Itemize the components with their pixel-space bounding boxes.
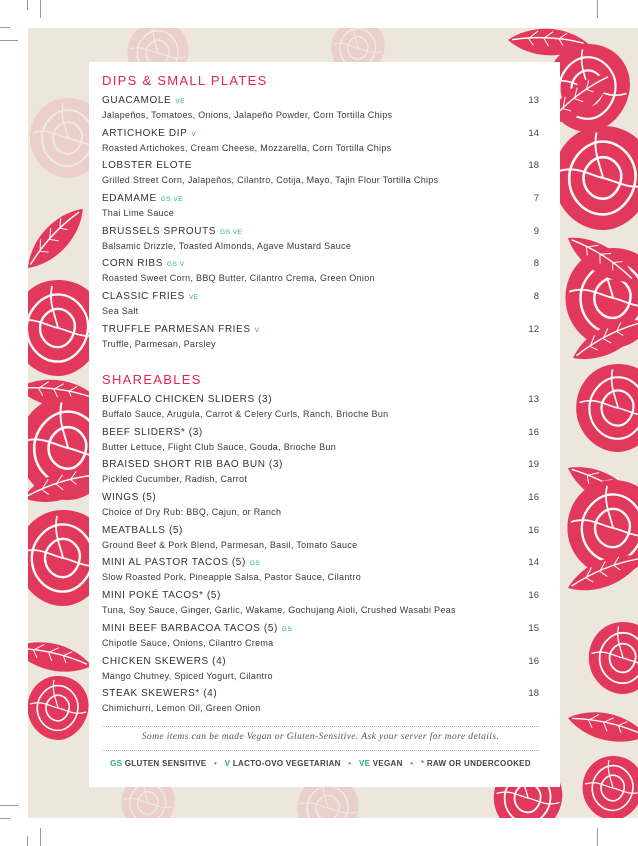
legend-separator: • bbox=[410, 759, 414, 768]
item-description: Grilled Street Corn, Jalapeños, Cilantro, Cotija, Mayo, Tajin Flour Tortilla Chips bbox=[102, 175, 439, 186]
item-name: TRUFFLE PARMESAN FRIES V bbox=[102, 323, 260, 335]
crop-mark bbox=[0, 818, 10, 819]
item-description: Choice of Dry Rub: BBQ, Cajun, or Ranch bbox=[102, 507, 282, 518]
menu-card bbox=[89, 62, 560, 787]
item-name: BRUSSELS SPROUTS GS VE bbox=[102, 225, 243, 237]
crop-mark bbox=[27, 0, 28, 10]
item-price: 12 bbox=[528, 323, 539, 335]
section-title-shareables: SHAREABLES bbox=[102, 372, 202, 387]
menu-item bbox=[102, 656, 539, 689]
item-name: ARTICHOKE DIP V bbox=[102, 127, 197, 139]
menu-item bbox=[102, 525, 539, 558]
crop-mark bbox=[40, 828, 41, 846]
item-name: GUACAMOLE VE bbox=[102, 95, 185, 106]
item-price: 14 bbox=[528, 127, 539, 139]
menu-item bbox=[102, 193, 539, 226]
item-name: WINGS (5) bbox=[102, 492, 157, 504]
item-price: 13 bbox=[528, 394, 539, 405]
legend-raw-code: * bbox=[420, 759, 425, 768]
legend-ve-code: VE bbox=[358, 759, 371, 768]
item-name: CLASSIC FRIES VE bbox=[102, 291, 199, 303]
item-description: Slow Roasted Pork, Pineapple Salsa, Pastor Sauce, Cilantro bbox=[102, 572, 362, 583]
menu-item bbox=[102, 590, 539, 623]
menu-item bbox=[102, 427, 539, 460]
item-description: Balsamic Drizzle, Toasted Almonds, Agave Mustard Sauce bbox=[102, 240, 352, 251]
crop-mark bbox=[0, 805, 18, 806]
crop-mark bbox=[40, 0, 41, 18]
item-description: Ground Beef & Pork Blend, Parmesan, Basil, Tomato Sauce bbox=[102, 539, 358, 550]
menu-item bbox=[102, 95, 539, 128]
item-price: 16 bbox=[528, 590, 539, 602]
diet-tag: GS VE bbox=[160, 196, 184, 204]
legend-gs-code: GS bbox=[110, 759, 123, 768]
item-description: Jalapeños, Tomatoes, Onions, Jalapeño Powder, Corn Tortilla Chips bbox=[102, 110, 393, 120]
legend-separator: • bbox=[214, 759, 218, 768]
diet-tag: VE bbox=[175, 98, 185, 105]
diet-tag: GS V bbox=[166, 261, 185, 269]
item-price: 8 bbox=[533, 291, 539, 303]
legend-gs-label: GLUTEN SENSITIVE bbox=[124, 759, 207, 768]
item-name: BUFFALO CHICKEN SLIDERS (3) bbox=[102, 394, 273, 405]
item-price: 18 bbox=[528, 160, 539, 172]
item-price: 16 bbox=[528, 426, 539, 438]
crop-mark bbox=[597, 828, 598, 846]
divider bbox=[102, 750, 539, 751]
item-description: Roasted Artichokes, Cream Cheese, Mozzarella, Corn Tortilla Chips bbox=[102, 142, 392, 153]
diet-tag: V bbox=[191, 130, 197, 138]
diet-tag: VE bbox=[188, 294, 199, 302]
item-price: 18 bbox=[528, 688, 539, 700]
crop-mark bbox=[27, 836, 28, 846]
menu-item bbox=[102, 557, 539, 590]
dietary-note: Some items can be made Vegan or Gluten-Sensitive. Ask your server for more details. bbox=[141, 732, 500, 742]
divider bbox=[102, 726, 539, 727]
item-description: Roasted Sweet Corn, BBQ Butter, Cilantro Crema, Green Onion bbox=[102, 273, 375, 284]
section-dips-items bbox=[102, 95, 539, 357]
menu-item bbox=[102, 226, 539, 259]
crop-mark bbox=[0, 40, 18, 41]
item-name: MEATBALLS (5) bbox=[102, 524, 183, 536]
item-description: Tuna, Soy Sauce, Ginger, Garlic, Wakame, Gochujang Aioli, Crushed Wasabi Peas bbox=[102, 605, 456, 616]
item-description: Pickled Cucumber, Radish, Carrot bbox=[102, 474, 248, 485]
section-title-dips: DIPS & SMALL PLATES bbox=[102, 73, 268, 88]
item-name: STEAK SKEWERS* (4) bbox=[102, 688, 218, 700]
item-price: 16 bbox=[528, 655, 539, 667]
menu-item bbox=[102, 459, 539, 492]
item-name: MINI BEEF BARBACOA TACOS (5) GS bbox=[102, 622, 293, 634]
menu-item bbox=[102, 492, 539, 525]
item-name: CORN RIBS GS V bbox=[102, 258, 185, 270]
item-name: MINI AL PASTOR TACOS (5) GS bbox=[102, 557, 261, 569]
menu-item bbox=[102, 128, 539, 161]
item-price: 7 bbox=[533, 193, 539, 205]
menu-item bbox=[102, 394, 539, 427]
item-name: BRAISED SHORT RIB BAO BUN (3) bbox=[102, 459, 283, 471]
item-price: 16 bbox=[528, 492, 539, 504]
item-description: Mango Chutney, Spiced Yogurt, Cilantro bbox=[102, 670, 273, 681]
item-description: Truffle, Parmesan, Parsley bbox=[102, 338, 216, 349]
section-shareables-items bbox=[102, 394, 539, 721]
item-price: 16 bbox=[528, 524, 539, 536]
item-description: Chipotle Sauce, Onions, Cilantro Crema bbox=[102, 637, 274, 648]
item-price: 8 bbox=[533, 258, 539, 270]
item-price: 19 bbox=[528, 459, 539, 471]
dietary-legend bbox=[102, 759, 539, 768]
legend-v-code: V bbox=[224, 759, 231, 768]
item-price: 15 bbox=[528, 622, 539, 634]
menu-item bbox=[102, 258, 539, 291]
item-name: LOBSTER ELOTE bbox=[102, 160, 193, 172]
menu-item bbox=[102, 623, 539, 656]
item-name: CHICKEN SKEWERS (4) bbox=[102, 655, 227, 667]
crop-mark bbox=[0, 27, 10, 28]
diet-tag: GS bbox=[249, 560, 261, 568]
crop-mark bbox=[597, 0, 598, 18]
item-price: 13 bbox=[528, 95, 539, 106]
legend-v-label: LACTO-OVO VEGETARIAN bbox=[232, 759, 341, 768]
legend-separator: • bbox=[348, 759, 352, 768]
item-name: BEEF SLIDERS* (3) bbox=[102, 426, 203, 438]
item-description: Sea Salt bbox=[102, 306, 139, 317]
item-price: 14 bbox=[528, 557, 539, 569]
diet-tag: V bbox=[254, 326, 260, 334]
item-description: Thai Lime Sauce bbox=[102, 208, 175, 219]
item-description: Butter Lettuce, Flight Club Sauce, Gouda, Brioche Bun bbox=[102, 441, 337, 452]
menu-item bbox=[102, 291, 539, 324]
item-price: 9 bbox=[533, 225, 539, 237]
menu-item bbox=[102, 688, 539, 721]
legend-raw-label: RAW OR UNDERCOOKED bbox=[426, 759, 531, 768]
item-name: MINI POKÉ TACOS* (5) bbox=[102, 590, 221, 602]
menu-item bbox=[102, 324, 539, 357]
menu-item bbox=[102, 160, 539, 193]
item-description: Chimichurri, Lemon Oil, Green Onion bbox=[102, 703, 261, 714]
item-description: Buffalo Sauce, Arugula, Carrot & Celery Curls, Ranch, Brioche Bun bbox=[102, 409, 389, 419]
diet-tag: GS VE bbox=[220, 228, 243, 236]
legend-ve-label: VEGAN bbox=[372, 759, 403, 768]
diet-tag: GS bbox=[281, 625, 293, 633]
item-name: EDAMAME GS VE bbox=[102, 193, 184, 205]
